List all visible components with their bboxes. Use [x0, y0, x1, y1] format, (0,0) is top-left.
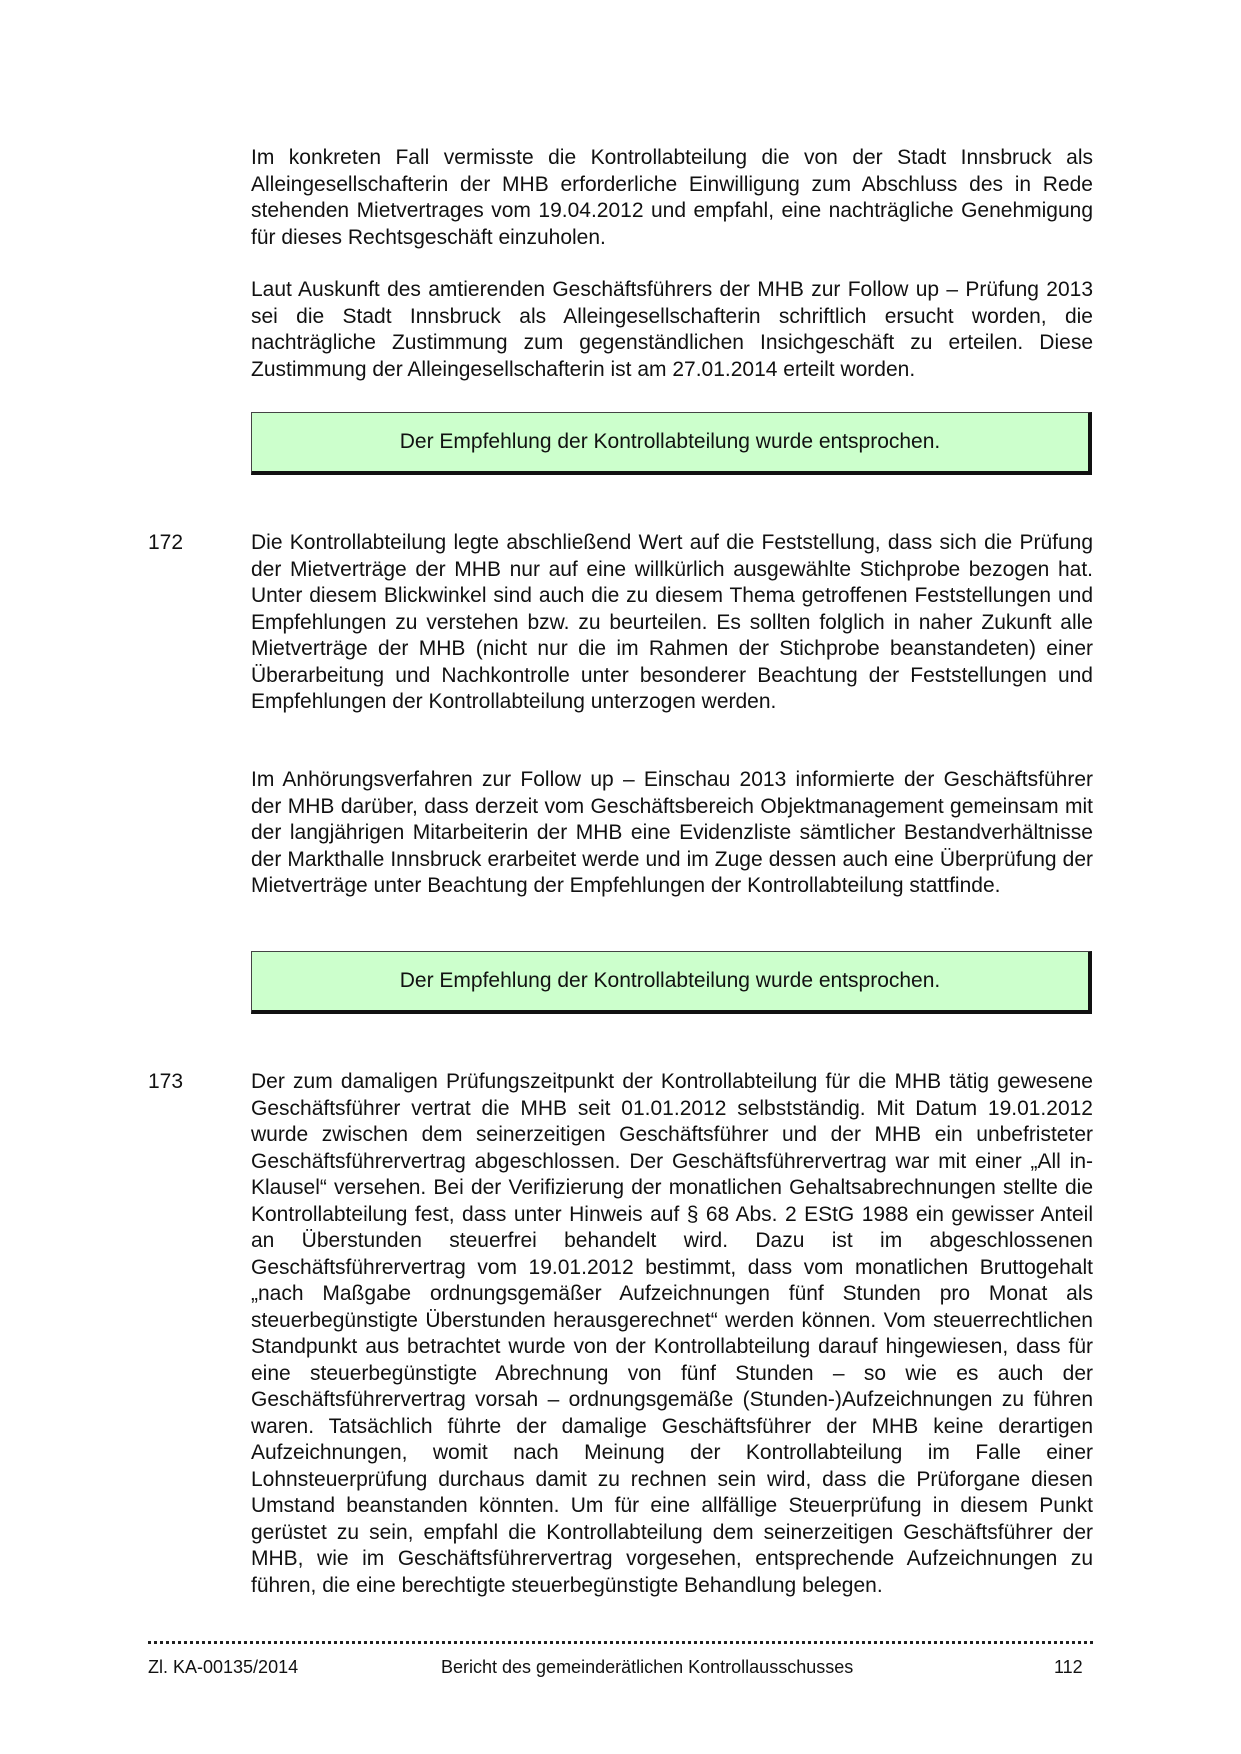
paragraph-follow-up-response: Laut Auskunft des amtierenden Geschäftsführers der MHB zur Follow up – Prüfung 2013 sei die Stadt Innsbruck als Alleingesellschafterin schriftlich ersucht worden, die nachträgliche Zustimmung zum gegenständlichen Insichgeschäft zu erteilen. Diese Zustimmung der Alleingesellschafterin ist am 27.01.2014 erteilt worden. [251, 278, 1093, 381]
footer-reference: Zl. KA-00135/2014 [148, 1657, 299, 1677]
footer-dotted-separator [148, 1635, 1093, 1644]
page-number: 112 [1054, 1657, 1083, 1677]
notice-text: Der Empfehlung der Kontrollabteilung wurde entsprochen. [399, 969, 941, 992]
section-number-173: 173 [148, 1070, 184, 1093]
paragraph-consent-recommendation: Im konkreten Fall vermisste die Kontrollabteilung die von der Stadt Innsbruck als Alleingesellschafterin der MHB erforderliche Einwilligung zum Abschluss des in Rede stehenden Mietvertrages vom 19.04.2012 und empfahl, eine nachträgliche Genehmigung für dieses Rechtsgeschäft einzuholen. [251, 146, 1093, 249]
paragraph-172-sample-note: Die Kontrollabteilung legte abschließend Wert auf die Feststellung, dass sich die Prüfung der Mietverträge der MHB nur auf eine willkürlich ausgewählte Stichprobe bezogen hat. Unter diesem Blickwinkel sind auch die zu diesem Thema getroffenen Feststellungen und Empfehlungen zu verstehen bzw. zu beurteilen. Es sollten folglich in naher Zukunft alle Mietverträge der MHB (nicht nur die im Rahmen der Stichprobe beanstandeten) einer Überarbeitung und Nachkontrolle unter besonderer Beachtung der Feststellungen und Empfehlungen der Kontrollabteilung unterzogen werden. [251, 531, 1093, 713]
notice-text: Der Empfehlung der Kontrollabteilung wurde entsprochen. [399, 430, 941, 453]
paragraph-172-hearing-response: Im Anhörungsverfahren zur Follow up – Einschau 2013 informierte der Geschäftsführer der MHB darüber, dass derzeit vom Geschäftsbereich Objektmanagement gemeinsam mit der langjährigen Mitarbeiterin der MHB eine Evidenzliste sämtlicher Bestandverhältnisse der Markthalle Innsbruck erarbeitet werde und im Zuge dessen auch eine Überprüfung der Mietverträge unter Beachtung der Empfehlungen der Kontrollabteilung stattfinde. [251, 768, 1093, 897]
footer-report-title: Bericht des gemeinderätlichen Kontrollausschusses [441, 1657, 854, 1677]
recommendation-fulfilled-box [251, 951, 1092, 1014]
recommendation-fulfilled-box [251, 412, 1092, 475]
paragraph-173-managing-director-contract: Der zum damaligen Prüfungszeitpunkt der Kontrollabteilung für die MHB tätig gewesene Geschäftsführer vertrat die MHB seit 01.01.2012 selbstständig. Mit Datum 19.01.2012 wurde zwischen dem seinerzeitigen Geschäftsführer und der MHB ein unbefristeter Geschäftsführervertrag abgeschlossen. Der Geschäftsführervertrag war mit einer „All in-Klausel“ versehen. Bei der Verifizierung der monatlichen Gehaltsabrechnungen stellte die Kontrollabteilung fest, dass unter Hinweis auf § 68 Abs. 2 EStG 1988 ein gewisser Anteil an Überstunden steuerfrei behandelt wird. Dazu ist im abgeschlossenen Geschäftsführervertrag vom 19.01.2012 bestimmt, dass vom monatlichen Bruttogehalt „nach Maßgabe ordnungsgemäßer Aufzeichnungen fünf Stunden pro Monat als steuerbegünstigte Überstunden herausgerechnet“ werden können. Vom steuerrechtlichen Standpunkt aus betrachtet wurde von der Kontrollabteilung darauf hingewiesen, dass für eine steuerbegünstigte Abrechnung von fünf Stunden – so wie es auch der Geschäftsführervertrag vorsah – ordnungsgemäße (Stunden-)Aufzeichnungen zu führen waren. Tatsächlich führte der damalige Geschäftsführer der MHB keine derartigen Aufzeichnungen, womit nach Meinung der Kontrollabteilung im Falle einer Lohnsteuerprüfung durchaus damit zu rechnen sein wird, dass die Prüforgane diesen Umstand beanstanden könnten. Um für eine allfällige Steuerprüfung in diesem Punkt gerüstet zu sein, empfahl die Kontrollabteilung dem seinerzeitigen Geschäftsführer der MHB, wie im Geschäftsführervertrag vorgesehen, entsprechende Aufzeichnungen zu führen, die eine berechtigte steuerbegünstigte Behandlung belegen. [251, 1070, 1093, 1597]
section-number-172: 172 [148, 531, 184, 554]
